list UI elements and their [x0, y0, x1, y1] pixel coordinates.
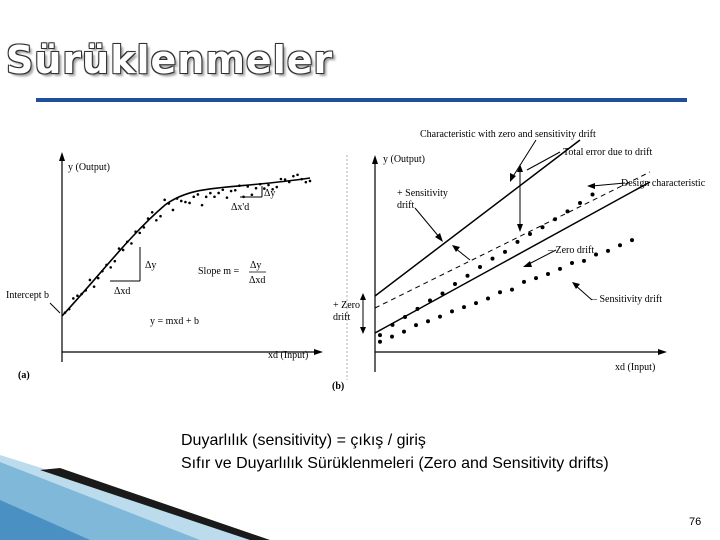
panel-b [332, 129, 706, 392]
zero-drift-label: – Zero drift [548, 245, 595, 256]
data-point [516, 240, 520, 244]
data-point [403, 315, 407, 319]
plus-zero-label-2: drift [333, 312, 351, 323]
data-point [155, 219, 158, 222]
data-point [242, 196, 245, 199]
data-point [151, 211, 154, 214]
data-point [172, 209, 175, 212]
data-point [378, 333, 382, 337]
plus-sensitivity-label-2: drift [397, 200, 415, 211]
data-point [159, 215, 162, 218]
data-point [130, 242, 133, 245]
data-point [522, 280, 526, 284]
page-number: 76 [689, 516, 702, 528]
data-point [238, 184, 241, 187]
data-point [201, 204, 204, 207]
data-point [578, 201, 582, 205]
dx-label: Δxd [114, 286, 131, 297]
data-point [566, 209, 570, 213]
data-point [292, 175, 295, 178]
data-point [68, 308, 71, 311]
data-point [498, 290, 502, 294]
data-point [503, 250, 507, 254]
data-point [255, 187, 258, 190]
data-point [486, 297, 490, 301]
data-point [606, 249, 610, 253]
data-point [558, 267, 562, 271]
panel-a-x-label: xd (Input) [268, 350, 309, 361]
data-point [491, 257, 495, 261]
data-point [630, 238, 634, 242]
panel-a-tag: (a) [18, 370, 30, 381]
data-point [300, 178, 303, 181]
data-point [184, 201, 187, 204]
data-point [209, 192, 212, 195]
data-point [192, 195, 195, 198]
data-point [134, 230, 137, 233]
data-point [138, 232, 141, 235]
data-point [478, 265, 482, 269]
data-point [221, 188, 224, 191]
line-equation: y = mxd + b [150, 316, 200, 327]
data-point [462, 305, 466, 309]
data-point [528, 232, 532, 236]
data-point [546, 272, 550, 276]
data-point [441, 291, 445, 295]
data-point [64, 311, 67, 314]
slope-label: Slope m = [198, 266, 240, 277]
dy-label: Δy [145, 260, 157, 271]
data-point [553, 217, 557, 221]
data-point [450, 309, 454, 313]
data-point [416, 307, 420, 311]
data-point [570, 261, 574, 265]
data-point [89, 279, 92, 282]
data-point [402, 330, 406, 334]
data-point [122, 249, 125, 252]
data-point [226, 196, 229, 199]
dx2-label: Δx'd [231, 202, 250, 213]
data-point [180, 200, 183, 203]
data-point [234, 189, 237, 192]
data-point [591, 193, 595, 197]
slope-denominator: Δxd [249, 275, 266, 286]
data-point [109, 266, 112, 269]
data-point [72, 297, 75, 300]
data-point [84, 289, 87, 292]
data-point [378, 340, 382, 344]
data-point [176, 197, 179, 200]
data-point [80, 293, 83, 296]
intercept-label: Intercept b [6, 290, 50, 301]
data-point [305, 181, 308, 184]
data-point [288, 181, 291, 184]
data-point [188, 202, 191, 205]
data-point [391, 323, 395, 327]
data-point [251, 193, 254, 196]
data-point [594, 252, 598, 256]
data-point [118, 247, 121, 250]
data-point [217, 192, 220, 195]
dy2-label: Δy [264, 188, 276, 199]
data-point [426, 319, 430, 323]
slide-title: Sürüklenmeler [6, 38, 334, 82]
data-point [466, 274, 470, 278]
plus-sensitivity-label-1: + Sensitivity [397, 188, 448, 199]
data-point [147, 217, 150, 220]
plus-zero-label-1: + Zero [333, 300, 361, 311]
data-point [105, 264, 108, 267]
data-point [582, 259, 586, 263]
data-point [143, 226, 146, 229]
data-point [97, 277, 100, 280]
data-point [101, 270, 104, 273]
data-point [453, 282, 457, 286]
panel-a [6, 152, 323, 381]
total-error-label: Total error due to drift [563, 147, 653, 158]
caption-sensitivity: Duyarlılık (sensitivity) = çıkış / giriş [181, 432, 426, 449]
data-point [280, 178, 283, 181]
data-point [541, 225, 545, 229]
data-point [197, 193, 200, 196]
slope-numerator: Δy [250, 260, 262, 271]
data-point [205, 196, 208, 199]
data-point [534, 276, 538, 280]
data-point [259, 183, 262, 186]
data-point [168, 202, 171, 205]
data-point [428, 299, 432, 303]
data-point [126, 240, 129, 243]
caption-drifts: Sıfır ve Duyarlılık Sürüklenmeleri (Zero and Sensitivity drifts) [181, 455, 609, 472]
data-point [618, 243, 622, 247]
data-point [267, 184, 270, 187]
data-point [246, 185, 249, 188]
data-point [438, 315, 442, 319]
data-point [296, 174, 299, 177]
data-point [510, 288, 514, 292]
data-point [284, 178, 287, 181]
data-point [163, 199, 166, 202]
characteristic-label: Characteristic with zero and sensitivity drift [420, 129, 596, 140]
design-characteristic-label: Design characteristic [621, 178, 706, 189]
panel-b-x-label: xd (Input) [615, 362, 656, 373]
data-point [114, 260, 117, 263]
data-point [76, 294, 79, 297]
data-point [93, 285, 96, 288]
zero-drift-points [378, 193, 595, 338]
panel-b-tag: (b) [332, 381, 345, 392]
data-point [275, 186, 278, 189]
data-point [414, 323, 418, 327]
data-point [309, 180, 312, 183]
data-point [213, 195, 216, 198]
data-point [230, 190, 233, 193]
data-point [390, 335, 394, 339]
data-point [474, 301, 478, 305]
sensitivity-drift-points [378, 238, 634, 344]
sensitivity-drift-label: – Sensitivity drift [592, 294, 662, 305]
panel-b-y-label: y (Output) [383, 154, 425, 165]
panel-a-y-label: y (Output) [68, 162, 110, 173]
